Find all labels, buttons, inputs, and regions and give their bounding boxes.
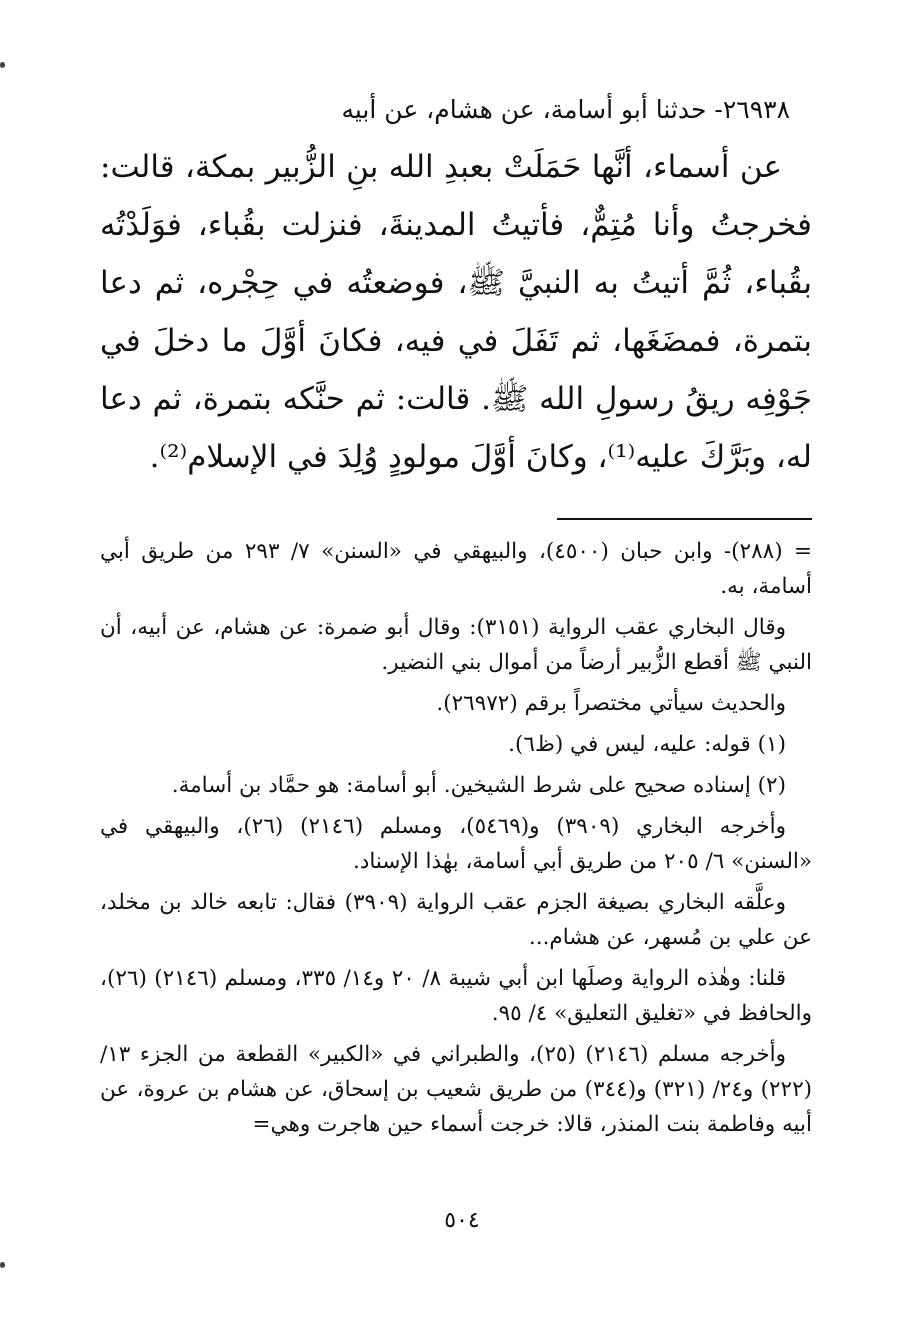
footnotes xyxy=(100,534,812,1142)
footnote-1: (١) قوله: عليه، ليس في (ظ٦). xyxy=(508,732,786,757)
footnote-2: (٢) إسناده صحيح على شرط الشيخين. أبو أسامة: هو حمَّاد بن أسامة. xyxy=(171,773,786,798)
hadith-text-block xyxy=(100,138,812,486)
page-body xyxy=(100,90,812,1148)
footnote-separator xyxy=(557,518,812,520)
hadith-text: عن أسماء، أنَّها حَمَلَتْ بعبدِ الله بنِ الزُّبير بمكة، قالت: فخرجتُ وأنا مُتِمٌّ، فأتيتُ المدينةَ، فنزلت بقُباء، فوَلَدْتُه بقُباء، ثُمَّ أتيتُ به النبيَّ ﷺ، فوضعتُه في حِجْره، ثم دعا بتمرة، فمضَغَها، ثم تَفَلَ في فيه، فكانَ أوَّلَ ما دخلَ في جَوْفِه ريقُ رسولِ الله ﷺ. قالت: ثم حنَّكه بتمرة، ثم دعا له، وبَرَّكَ عليه⁽¹⁾، وكانَ أوَّلَ مولودٍ وُلِدَ في الإسلام⁽²⁾. xyxy=(100,149,812,475)
footnote-paragraph: وعلَّقه البخاري بصيغة الجزم عقب الرواية (٣٩٠٩) فقال: تابعه خالد بن مخلد، عن علي بن مُسهر، عن هشام... xyxy=(100,890,812,950)
footnote-paragraph: وقال البخاري عقب الرواية (٣١٥١): وقال أبو ضمرة: عن هشام، عن أبيه، أن النبي ﷺ أقطع الزُّبير أرضاً من أموال بني النضير. xyxy=(100,615,812,675)
hadith-heading: ٢٦٩٣٨- حدثنا أبو أسامة، عن هشام، عن أبيه xyxy=(341,95,790,124)
footnote-paragraph: والحديث سيأتي مختصراً برقم (٢٦٩٧٢). xyxy=(436,691,786,716)
edge-mark-top xyxy=(0,62,5,68)
footnote-continuation: = (٢٨٨)- وابن حبان (٤٥٠٠)، والبيهقي في «السنن» ٧/ ٢٩٣ من طريق أبي أسامة، به. xyxy=(100,539,812,599)
page-number: ٥٠٤ xyxy=(444,1208,480,1233)
footnote-paragraph: وأخرجه البخاري (٣٩٠٩) و(٥٤٦٩)، ومسلم (٢١٤٦) (٢٦)، والبيهقي في «السنن» ٦/ ٢٠٥ من طريق أبي أسامة، بهٰذا الإسناد. xyxy=(100,814,812,874)
footnote-paragraph: قلنا: وهٰذه الرواية وصلَها ابن أبي شيبة ٨/ ٢٠ و١٤/ ٣٣٥، ومسلم (٢١٤٦) (٢٦)، والحافظ في «تغليق التعليق» ٤/ ٩٥. xyxy=(100,966,812,1026)
footnote-paragraph: وأخرجه مسلم (٢١٤٦) (٢٥)، والطبراني في «الكبير» القطعة من الجزء ١٣/ (٢٢٢) و٢٤/ (٣٢١) و(٣٤٤) من طريق شعيب بن إسحاق، عن هشام بن عروة، عن أبيه وفاطمة بنت المنذر، قالا: خرجت أسماء حين هاجرت وهي= xyxy=(100,1042,813,1137)
edge-mark-bottom xyxy=(0,1262,5,1268)
